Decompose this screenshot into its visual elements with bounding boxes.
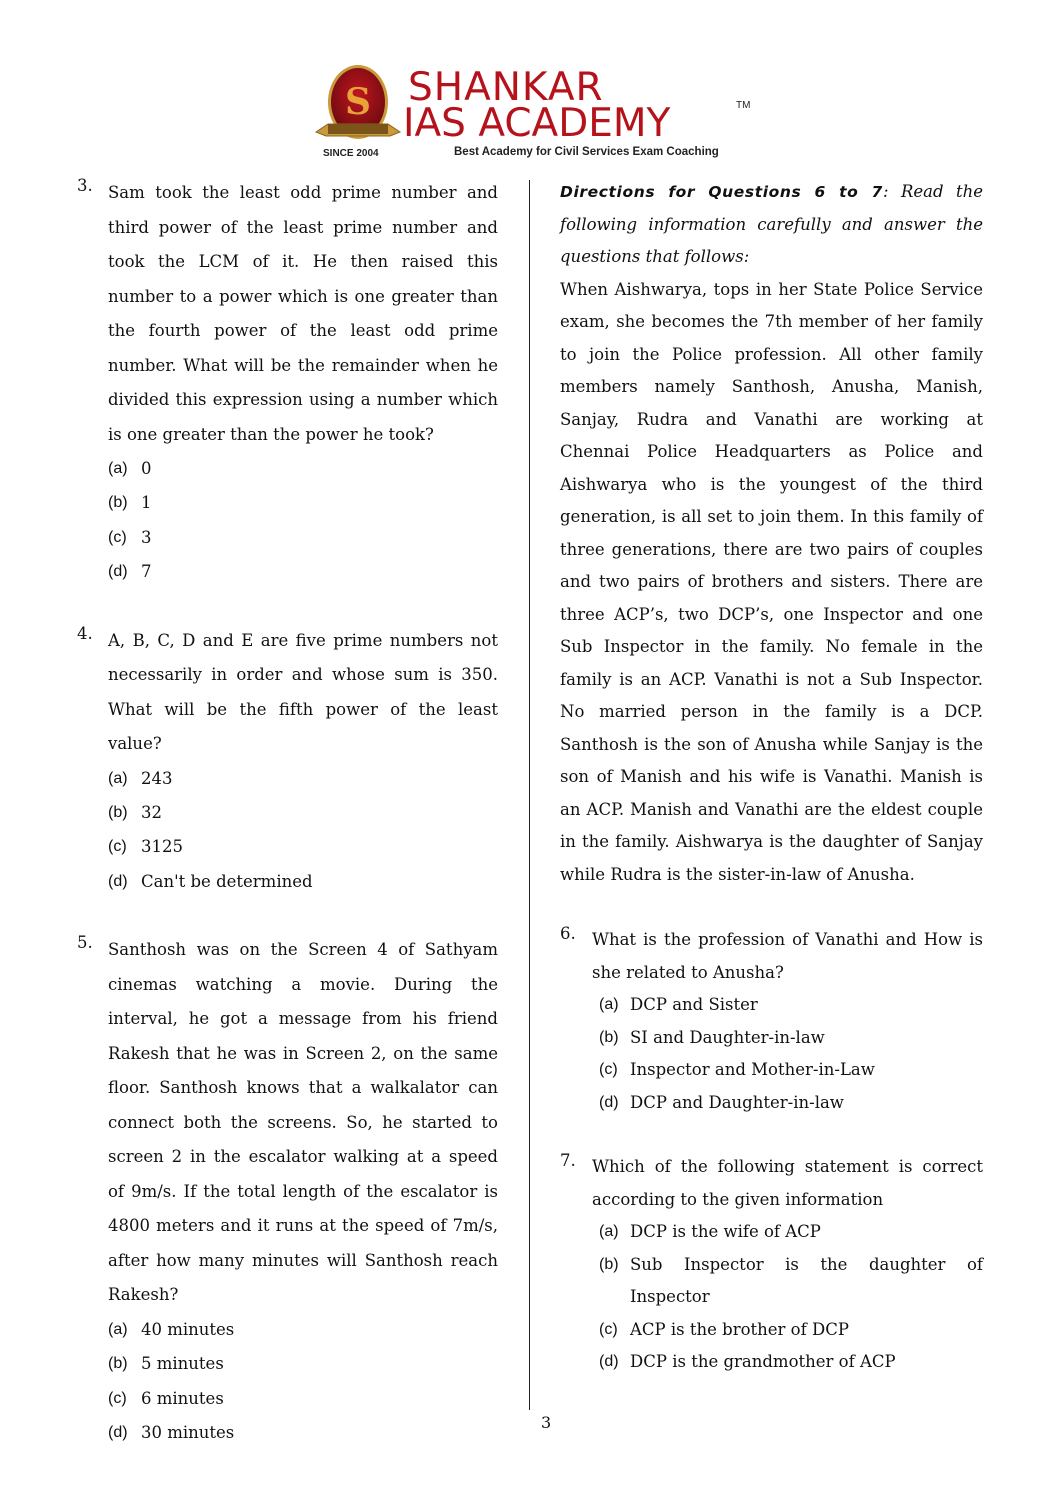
option-label: (c) (108, 1389, 127, 1407)
option-text: 7 (141, 562, 152, 582)
option-a[interactable] (108, 762, 498, 796)
option-d[interactable] (108, 1416, 498, 1450)
option-text: Can't be determined (141, 871, 313, 891)
question-3 (77, 176, 498, 590)
question-number: 6. (560, 924, 576, 943)
question-number: 7. (560, 1151, 576, 1170)
brand-name-line2: IAS ACADEMY (403, 101, 671, 146)
option-b[interactable] (108, 796, 498, 830)
option-text: 30 minutes (141, 1422, 235, 1442)
option-c[interactable] (599, 1314, 983, 1347)
option-label: (d) (599, 1353, 619, 1370)
option-text: DCP is the wife of ACP (630, 1222, 821, 1241)
option-text: 40 minutes (141, 1319, 235, 1339)
question-7 (560, 1151, 983, 1379)
option-label: (a) (108, 1320, 128, 1338)
question-text: Santhosh was on the Screen 4 of Sathyam cinemas watching a movie. During the interval, he got a message from his friend Rakesh that he was in Screen 2, on the same floor. Santhosh knows that a walkalator can connect both the screens. So, he started to screen 2 in the escalator walking at a speed of 9m/s. If the total length of the escalator is 4800 meters and it runs at the speed of 7m/s, after how many minutes will Santhosh reach Rakesh? (108, 940, 498, 1305)
option-label: (c) (108, 838, 127, 856)
option-text: 6 minutes (141, 1388, 224, 1408)
question-text: Sam took the least odd prime number and third power of the least prime number and took the LCM of it. He then raised this number to a power which is one greater than the fourth power of the least odd prime number. What will be the remainder when he divided this expression using a number which is one greater than the power he took? (108, 183, 498, 444)
option-label: (b) (108, 1355, 128, 1373)
option-text: 32 (141, 803, 162, 823)
option-text: 3 (141, 527, 152, 547)
option-c[interactable] (108, 521, 498, 555)
option-text: 5 minutes (141, 1354, 224, 1374)
question-text: A, B, C, D and E are five prime numbers not necessarily in order and whose sum is 350. What will be the fifth power of the least value? (108, 630, 498, 754)
passage-text: When Aishwarya, tops in her State Police Service exam, she becomes the 7th member of her family to join the Police profession. All other family members namely Santhosh, Anusha, Manish, Sanjay, Rudra and Vanathi are working at Chennai Police Headquarters as Police and Aishwarya who is the youngest of the third generation, is all set to join them. In this family of three generations, there are two pairs of couples and two pairs of brothers and sisters. There are three ACP’s, two DCP’s, one Inspector and one Sub Inspector in the family. No female in the family is an ACP. Vanathi is not a Sub Inspector. No married person in the family is a DCP. Santhosh is the son of Anusha while Sanjay is the son of Manish and his wife is Vanathi. Manish is an ACP. Manish and Vanathi are the eldest couple in the family. Aishwarya is the daughter of Sanjay while Rudra is the sister-in-law of Anusha. (560, 279, 983, 884)
directions-body: : Read the following information carefully and answer the questions that follows: (560, 182, 983, 266)
option-d[interactable] (599, 1087, 983, 1120)
option-text: DCP is the grandmother of ACP (630, 1352, 896, 1371)
option-text: 243 (141, 768, 173, 788)
option-text: 3125 (141, 837, 183, 857)
question-number: 5. (77, 933, 93, 953)
trademark-mark: TM (736, 100, 751, 111)
option-label: (d) (108, 872, 128, 890)
option-label: (b) (108, 804, 128, 822)
option-label: (c) (108, 528, 127, 546)
option-d[interactable] (108, 865, 498, 899)
option-text: DCP and Sister (630, 995, 758, 1014)
options-list (108, 452, 498, 590)
option-c[interactable] (599, 1054, 983, 1087)
option-label: (d) (599, 1093, 619, 1111)
academy-badge-icon (312, 62, 404, 162)
option-label: (d) (108, 563, 128, 581)
directions-block (560, 176, 983, 274)
brand-tagline: Best Academy for Civil Services Exam Coaching (454, 146, 719, 158)
left-column (77, 176, 498, 1450)
option-a[interactable] (108, 452, 498, 486)
option-label: (d) (108, 1423, 128, 1441)
option-label: (a) (108, 769, 128, 787)
option-text: 1 (141, 493, 152, 513)
option-label: (a) (599, 996, 619, 1013)
option-a[interactable] (599, 989, 983, 1022)
option-c[interactable] (108, 1382, 498, 1416)
option-b[interactable] (599, 1022, 983, 1055)
option-text: 0 (141, 459, 152, 478)
option-text: SI and Daughter-in-law (630, 1027, 825, 1047)
option-label: (a) (108, 460, 128, 477)
option-c[interactable] (108, 830, 498, 864)
option-text: Sub Inspector is the daughter of Inspector (630, 1254, 983, 1306)
option-text: ACP is the brother of DCP (630, 1319, 849, 1339)
option-label: (c) (599, 1061, 618, 1078)
option-label: (b) (108, 494, 128, 512)
question-text: Which of the following statement is correct according to the given information (592, 1157, 983, 1209)
options-list (599, 989, 983, 1119)
question-6 (560, 924, 983, 1119)
options-list (599, 1216, 983, 1379)
question-5 (77, 933, 498, 1450)
option-b[interactable] (108, 486, 498, 520)
option-label: (b) (599, 1255, 619, 1273)
since-label: SINCE 2004 (323, 148, 379, 159)
options-list (108, 1313, 498, 1451)
option-b[interactable] (108, 1347, 498, 1381)
directions-heading: Directions for Questions 6 to 7 (560, 183, 883, 201)
option-a[interactable] (599, 1216, 983, 1249)
right-column (560, 176, 983, 1379)
option-a[interactable] (108, 1313, 498, 1347)
option-b[interactable] (599, 1249, 983, 1314)
question-number: 4. (77, 623, 93, 643)
question-text: What is the profession of Vanathi and How is she related to Anusha? (592, 930, 983, 982)
brand-name-line1: SHANKAR (408, 65, 604, 110)
question-4 (77, 624, 498, 900)
page-number: 3 (541, 1413, 552, 1432)
option-text: Inspector and Mother-in-Law (630, 1060, 875, 1079)
academy-logo (308, 60, 758, 162)
option-text: DCP and Daughter-in-law (630, 1092, 844, 1112)
option-d[interactable] (108, 555, 498, 589)
option-d[interactable] (599, 1346, 983, 1379)
options-list (108, 762, 498, 900)
question-number: 3. (77, 176, 93, 195)
option-label: (c) (599, 1320, 618, 1338)
svg-text:S: S (345, 81, 371, 123)
column-divider (529, 180, 530, 1410)
option-label: (b) (599, 1028, 619, 1046)
option-label: (a) (599, 1223, 619, 1240)
